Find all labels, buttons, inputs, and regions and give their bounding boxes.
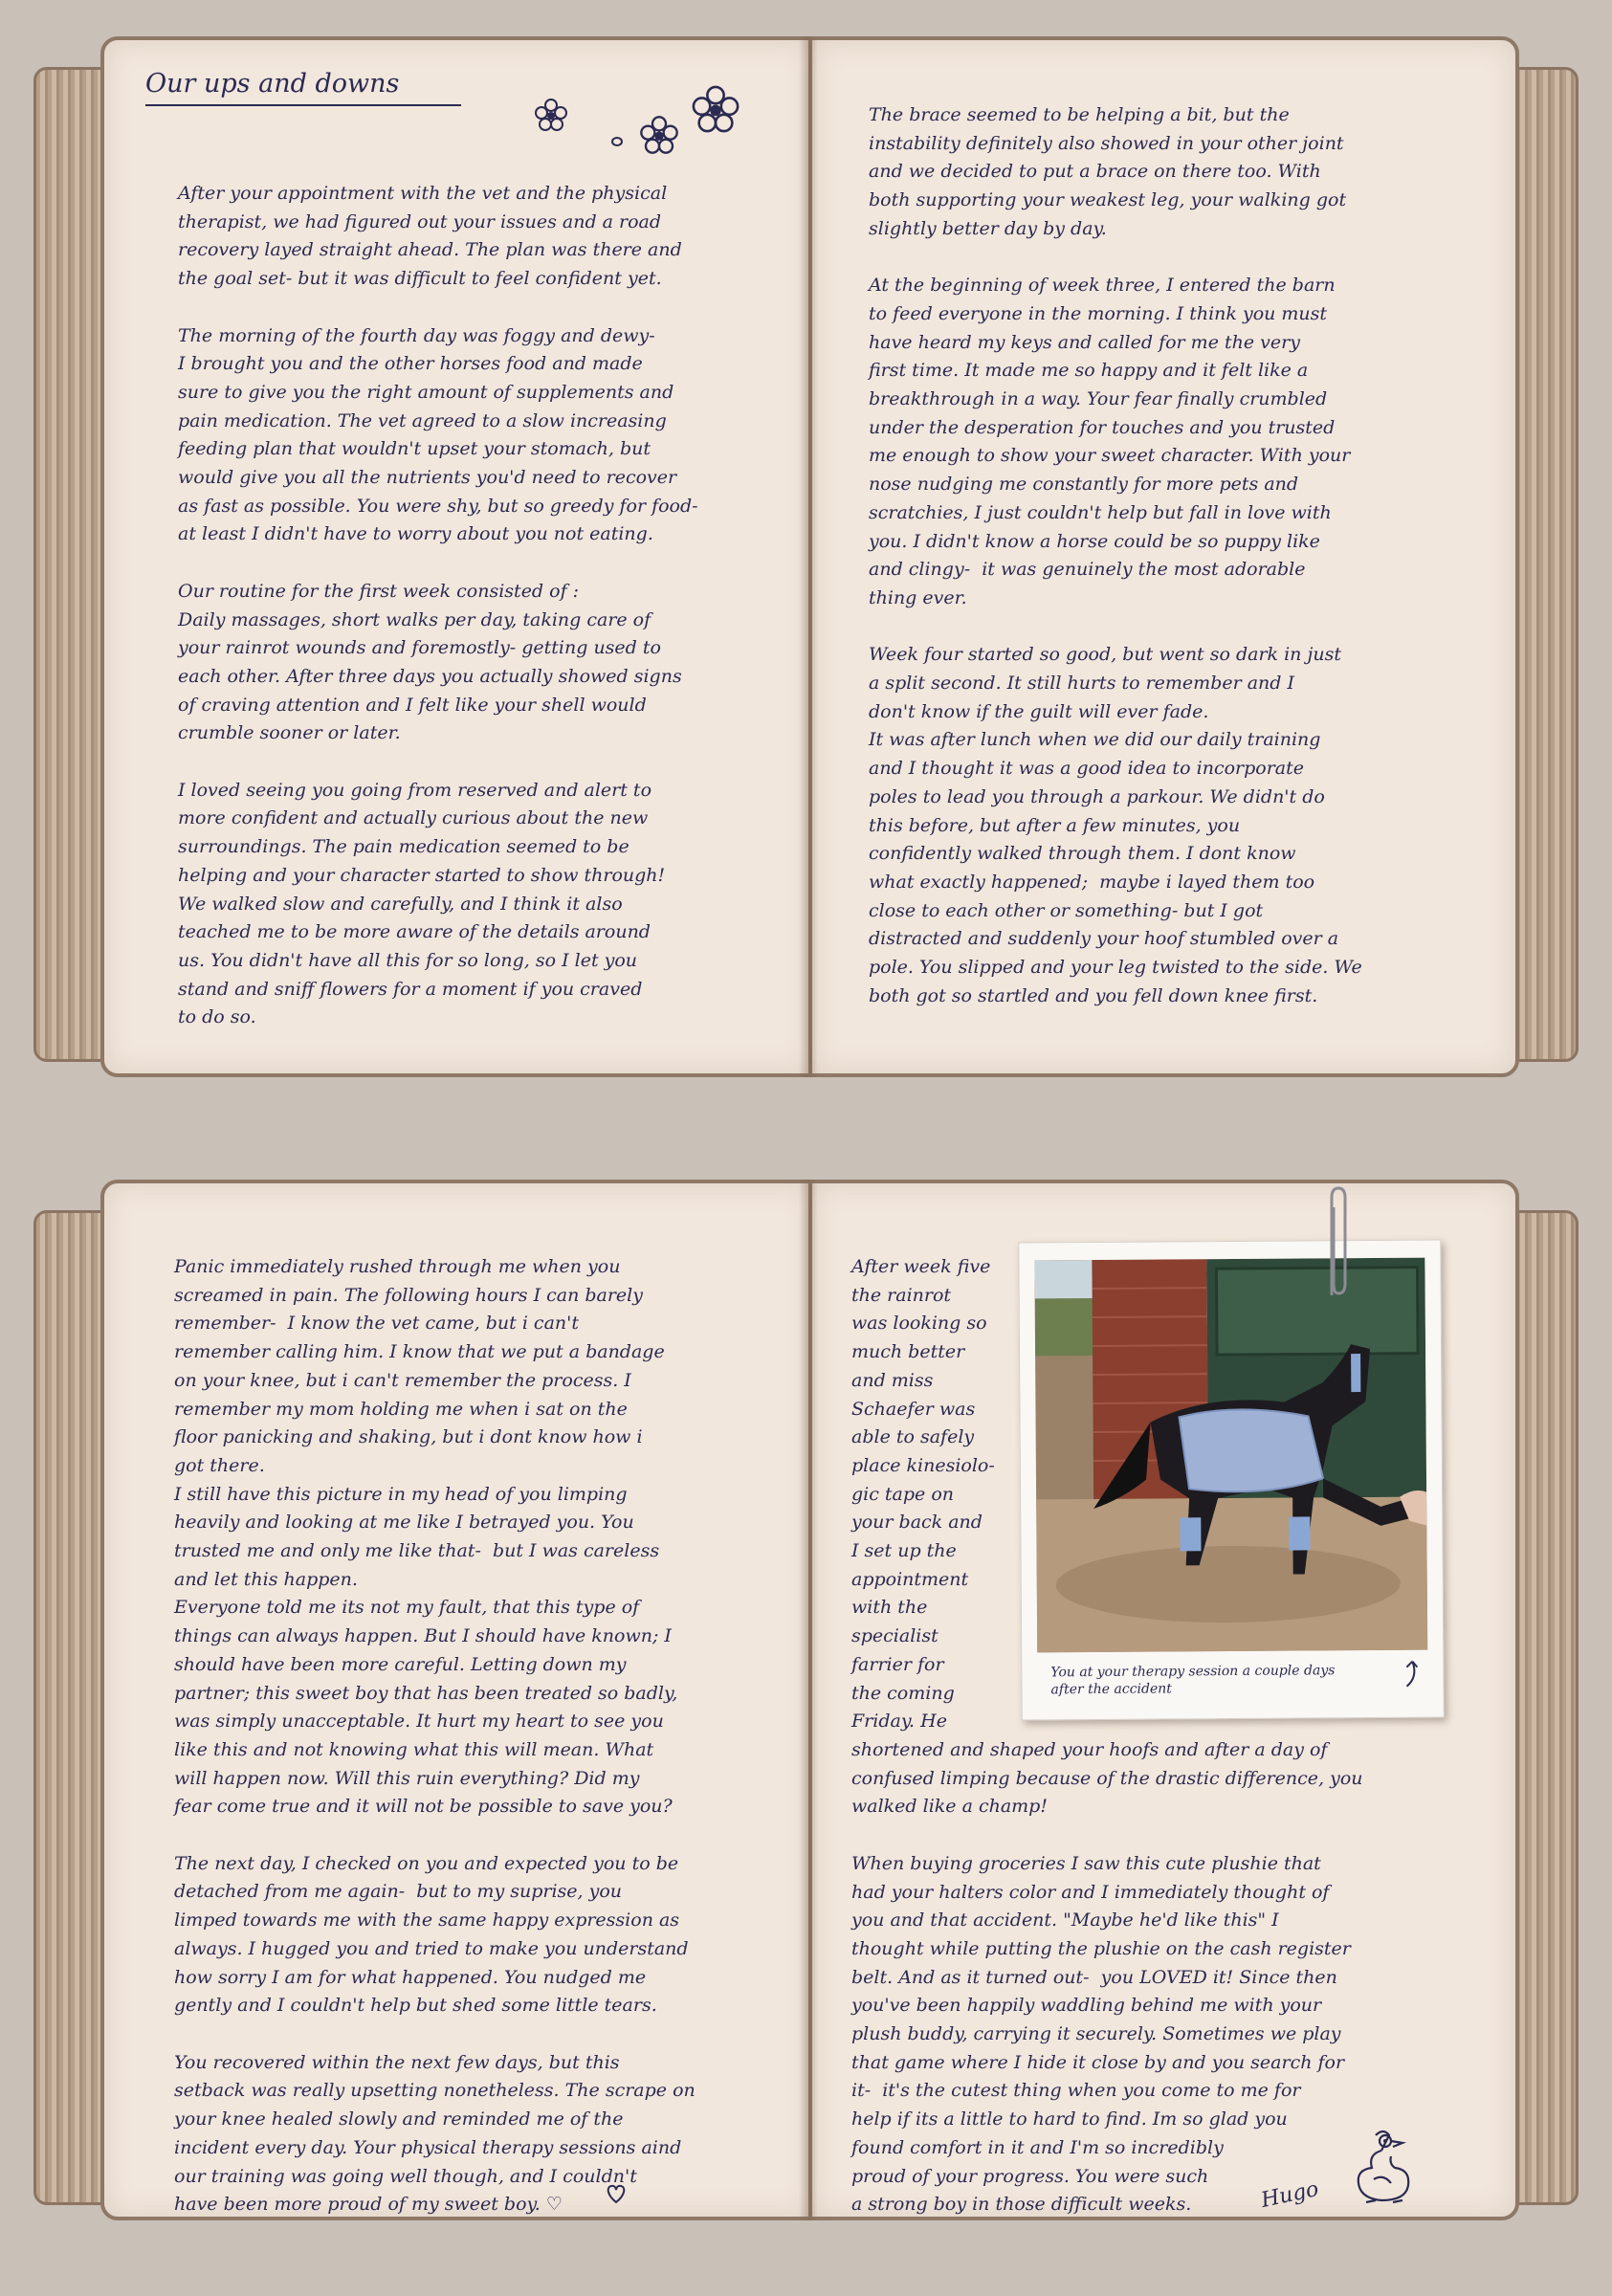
flower-icon [691, 84, 740, 134]
flower-icon [534, 98, 568, 132]
paperclip-icon [1322, 1184, 1351, 1303]
diary-text-page-1: After your appointment with the vet and the physical therapist, we had figured out your issues and a road recovery layed straight ahead. The plan was there and the goal set- but it was difficult to feel confident yet. The morning of the fourth day was foggy and dewy- I brought you and the other horses food and made sure to give you the right amount of supplements and pain medication. The vet agreed to a slow increasing feeding plan that wouldn't upset your stomach, but would give you all the nutrients you'd need to recover as fast as possible. You were shy, but so greedy for food- at least I didn't have to worry about you not eating. Our routine for the first week consisted of : Daily massages, short walks per day, taking care of your rainrot wounds and foremostly- getting used to each other. After three days you actually showed signs of craving attention and I felt like your shell would crumble sooner or later. I loved seeing you going from reserved and alert to more confident and actually curious about the new surroundings. The pain medication seemed to be helping and your character started to show through! We walked slow and carefully, and I think it also teached me to be more aware of the details around us. You didn't have all this for so long, so I let you stand and sniff flowers for a moment if you craved to do so. [178, 183, 698, 1028]
diary-text-column: After week five the rainrot was looking so much better and miss Schaefer was able to safely place kinesiolo- gic tape on your back and I set up the appointment with the specialist farrier for the coming Friday. He [851, 1256, 995, 1733]
doodle-label: Hugo [1259, 2176, 1321, 2214]
diary-text-page-4: shortened and shaped your hoofs and after a day of confused limping because of the drastic difference, you walked like a champ! When buying groceries I saw this cute plushie that had your halters color and I immediately thought of you and that accident. "Maybe he'd like this" I thought while putting the plushie on the cash register belt. And as it turned out- you LOVED it! Since then you've been happily waddling behind me with your plush buddy, carrying it securely. Sometimes we play that game where I hide it close by and you search for it- it's the cutest thing when you come to me for help if its a little to hard to find. Im so glad you found comfort in it and I'm so incredibly proud of your progress. You were such a strong boy in those difficult weeks. [851, 1739, 1363, 2216]
book-gutter [799, 1180, 818, 2220]
book-gutter [799, 36, 818, 1077]
horse-photo [1034, 1258, 1427, 1653]
photo-caption: You at your therapy session a couple days after the accident [1050, 1663, 1336, 1698]
duck-doodle-icon [1347, 2126, 1424, 2208]
horse-therapy-scene [1034, 1258, 1427, 1653]
diary-text-page-3: Panic immediately rushed through me when you screamed in pain. The following hours I can barely remember- I know the vet came, but i can't remember calling him. I know that we put a bandage on your knee, but i can't remember the process. I remember my mom holding me when i sat on the floor panicking and shaking, but i dont know how i got there. I still have this picture in my head of you limping heavily and looking at me like I betrayed you. You trusted me and only me like that- but I was careless and let this happen. Everyone told me its not my fault, that this type of things can always happen. But I should have known; I should have been more careful. Letting down my partner; this sweet boy that has been treated so badly, was simply unacceptable. It hurt my heart to see you like this and not knowing what this will mean. What will happen now. Will this ruin everything? Did my fear come true and it will not be possible to save you? The next day, I checked on you and expected you to be detached from me again- but to my suprise, you limped towards me with the same happy expression as always. I hugged you and tried to make you understand how sorry I am for what happened. You nudged me gently and I couldn't help but shed some little tears. You recovered within the next few days, but this setback was really upsetting nonetheless. The scrape on your knee healed slowly and reminded me of the incident every day. Your physical therapy sessions aind our training was going well though, and I couldn't have been more proud of my sweet boy. ♡ [174, 1256, 696, 2216]
flower-icon [639, 115, 679, 155]
arrow-icon [1401, 1658, 1424, 1690]
heart-icon [605, 2183, 628, 2204]
petal-dot-icon [610, 136, 624, 147]
polaroid-photo [1018, 1239, 1444, 1720]
page-title: Our ups and downs [145, 69, 461, 106]
diary-text-page-2: The brace seemed to be helping a bit, but the instability definitely also showed in your other joint and we decided to put a brace on there too. With both supporting your weakest leg, your walking got slightly better day by day. At the beginning of week three, I entered the barn to feed everyone in the morning. I think you must have heard my keys and called for me the very first time. It made me so happy and it felt like a breakthrough in a way. Your fear finally crumbled under the desperation for touches and you trusted me enough to show your sweet character. With your nose nudging me constantly for more pets and scratchies, I just couldn't help but fall in love with you. I didn't know a horse could be so puppy like and clingy- it was genuinely the most adorable thing ever. Week four started so good, but went so dark in just a split second. It still hurts to remember and I don't know if the guilt will ever fade. It was after lunch when we did our daily training and I thought it was a good idea to incorporate poles to lead you through a parkour. We didn't do this before, but after a few minutes, you confidently walked through them. I dont know what exactly happened; maybe i layed them too close to each other or something- but I got distracted and suddenly your hoof stumbled over a pole. You slipped and your leg twisted to the side. We both got so startled and you fell down knee first. [869, 104, 1362, 1006]
